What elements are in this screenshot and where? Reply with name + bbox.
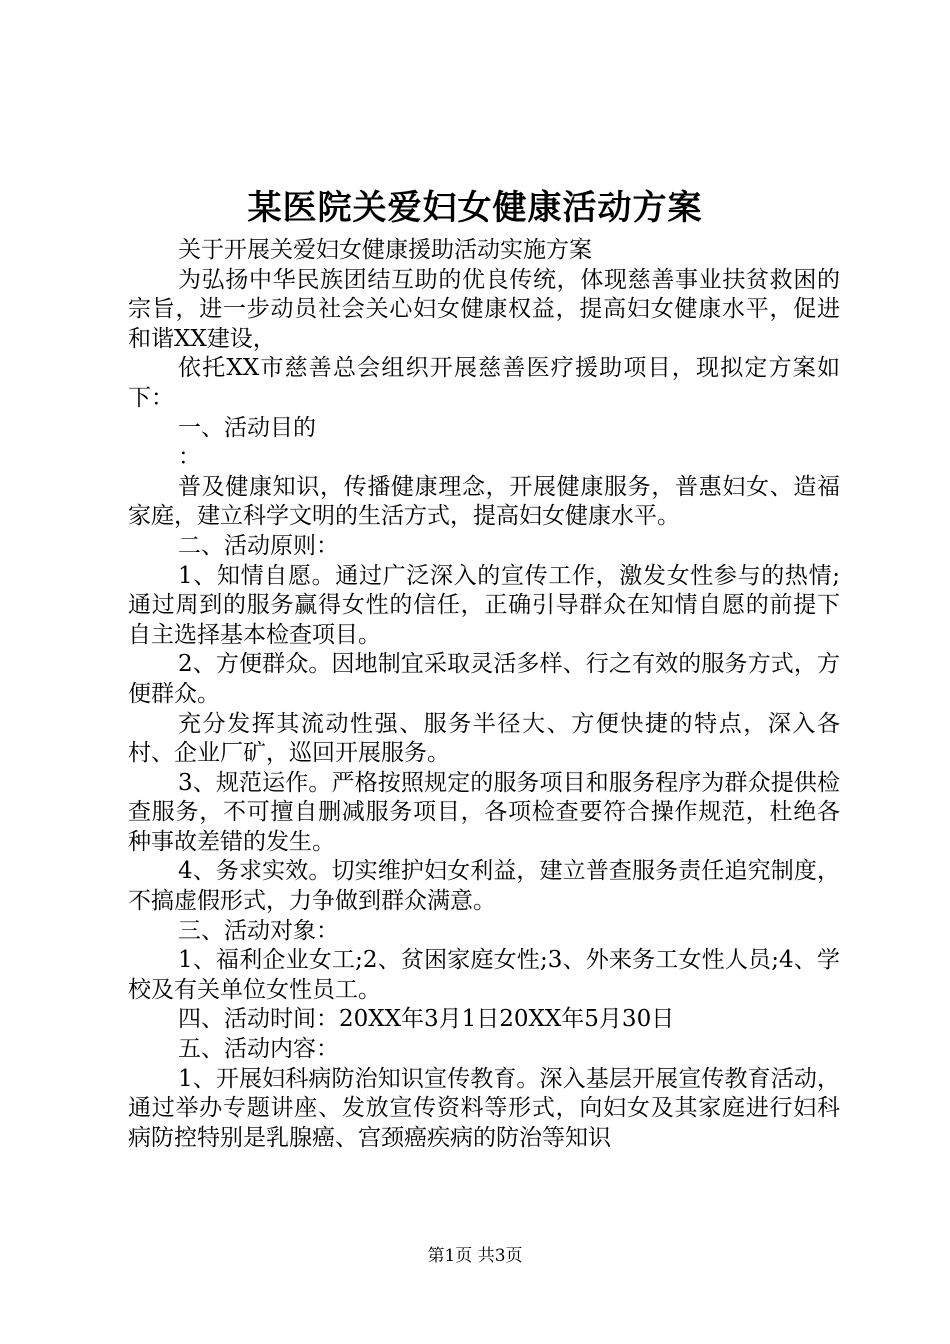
paragraph-time: 四、活动时间：20XX年3月1日20XX年5月30日	[178, 1006, 675, 1033]
paragraph-content-1: 1、开展妇科病防治知识宣传教育。深入基层开展宣传教育活动，通过举办专题讲座、发放宣传资料等形式，向妇女及其家庭进行妇科病防控特别是乳腺癌、宫颈癌疾病的防治等知识	[128, 1065, 840, 1151]
heading-principles: 二、活动原则：	[178, 532, 339, 559]
paragraph-colon: ：	[178, 444, 201, 471]
paragraph-principle-2: 2、方便群众。因地制宜采取灵活多样、行之有效的服务方式，方便群众。	[128, 651, 840, 707]
document-body	[128, 236, 840, 1153]
heading-purpose: 一、活动目的	[178, 414, 316, 441]
heading-content: 五、活动内容：	[178, 1036, 339, 1063]
paragraph-subtitle: 关于开展关爱妇女健康援助活动实施方案	[178, 237, 592, 263]
document-title: 某医院关爱妇女健康活动方案	[247, 188, 703, 228]
paragraph-principle-1: 1、知情自愿。通过广泛深入的宣传工作，激发女性参与的热情;通过周到的服务赢得女性的信任，正确引导群众在知情自愿的前提下自主选择基本检查项目。	[128, 562, 840, 648]
paragraph-intro: 为弘扬中华民族团结互助的优良传统，体现慈善事业扶贫救困的宗旨，进一步动员社会关心妇女健康权益，提高妇女健康水平，促进和谐XX建设，	[128, 266, 840, 352]
paragraph-principle-3: 3、规范运作。严格按照规定的服务项目和服务程序为群众提供检查服务，不可擅自删减服务项目，各项检查要符合操作规范，杜绝各种事故差错的发生。	[128, 769, 840, 855]
paragraph-basis: 依托XX市慈善总会组织开展慈善医疗援助项目，现拟定方案如下：	[128, 355, 840, 411]
paragraph-purpose: 普及健康知识，传播健康理念，开展健康服务，普惠妇女、造福家庭，建立科学文明的生活方式，提高妇女健康水平。	[128, 473, 840, 530]
heading-targets: 三、活动对象：	[178, 917, 339, 944]
paragraph-principle-4: 4、务求实效。切实维护妇女利益，建立普查服务责任追究制度，不搞虚假形式，力争做到群众满意。	[128, 858, 840, 915]
paragraph-principle-2-detail: 充分发挥其流动性强、服务半径大、方便快捷的特点，深入各村、企业厂矿，巡回开展服务。	[128, 710, 840, 767]
paragraph-targets: 1、福利企业女工;2、贫困家庭女性;3、外来务工女性人员;4、学校及有关单位女性员工。	[128, 947, 840, 1003]
page-number-footer: 第1页 共3页	[427, 1246, 523, 1266]
